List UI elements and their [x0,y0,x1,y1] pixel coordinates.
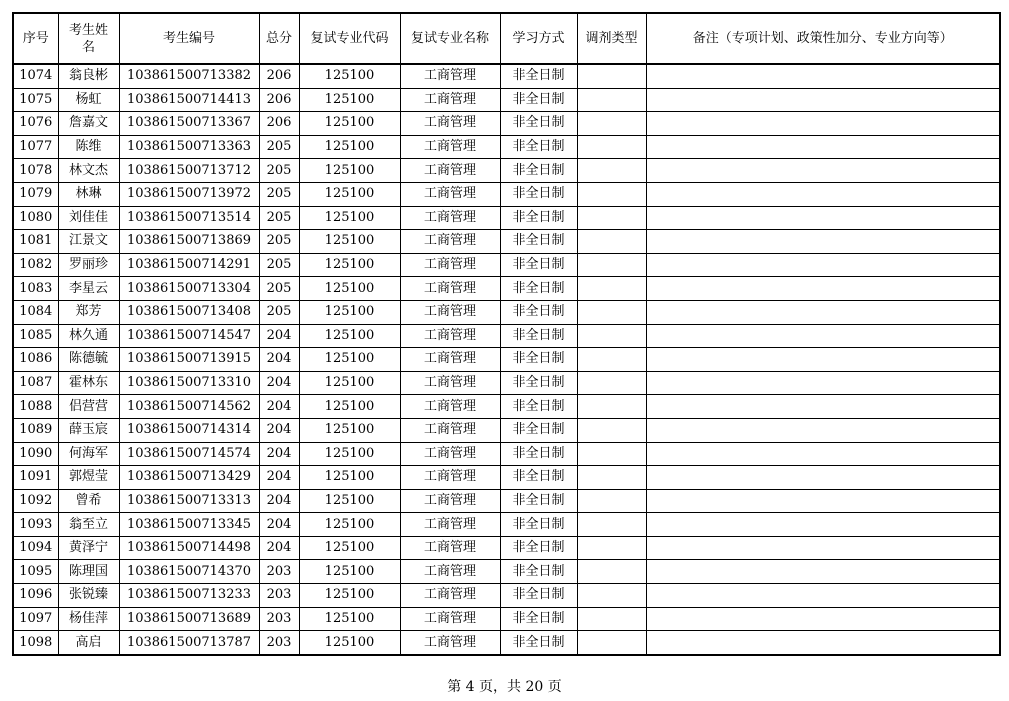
header-id: 考生编号 [119,13,259,64]
cell-major: 工商管理 [400,584,500,608]
cell-total: 204 [259,418,299,442]
cell-seq: 1097 [13,607,58,631]
cell-name: 薛玉宸 [58,418,119,442]
cell-adjust [577,159,646,183]
cell-name: 林琳 [58,182,119,206]
cell-remark [646,253,1000,277]
cell-mode: 非全日制 [500,112,577,136]
cell-total: 205 [259,277,299,301]
cell-adjust [577,371,646,395]
table-row [13,159,1000,183]
cell-name: 张锐臻 [58,584,119,608]
cell-adjust [577,277,646,301]
cell-mode: 非全日制 [500,466,577,490]
header-name: 考生姓名 [58,13,119,64]
cell-major: 工商管理 [400,64,500,88]
cell-remark [646,324,1000,348]
cell-seq: 1087 [13,371,58,395]
table-row [13,182,1000,206]
cell-mode: 非全日制 [500,607,577,631]
cell-id: 103861500713313 [119,489,259,513]
cell-adjust [577,230,646,254]
cell-adjust [577,253,646,277]
cell-code: 125100 [299,395,400,419]
cell-seq: 1094 [13,536,58,560]
table-row [13,253,1000,277]
cell-major: 工商管理 [400,536,500,560]
cell-total: 205 [259,135,299,159]
cell-mode: 非全日制 [500,135,577,159]
cell-total: 204 [259,395,299,419]
cell-name: 陈德毓 [58,348,119,372]
cell-name: 高启 [58,631,119,655]
cell-total: 205 [259,182,299,206]
cell-adjust [577,560,646,584]
cell-major: 工商管理 [400,135,500,159]
cell-id: 103861500713304 [119,277,259,301]
cell-code: 125100 [299,182,400,206]
cell-total: 204 [259,536,299,560]
cell-total: 205 [259,253,299,277]
cell-major: 工商管理 [400,560,500,584]
cell-name: 曾希 [58,489,119,513]
cell-code: 125100 [299,584,400,608]
cell-id: 103861500713429 [119,466,259,490]
header-mode: 学习方式 [500,13,577,64]
cell-remark [646,182,1000,206]
header-code: 复试专业代码 [299,13,400,64]
cell-name: 詹嘉文 [58,112,119,136]
cell-remark [646,560,1000,584]
cell-major: 工商管理 [400,371,500,395]
cell-name: 翁良彬 [58,64,119,88]
table-row [13,348,1000,372]
cell-remark [646,88,1000,112]
table-row [13,112,1000,136]
cell-mode: 非全日制 [500,300,577,324]
cell-code: 125100 [299,206,400,230]
cell-adjust [577,466,646,490]
cell-id: 103861500713689 [119,607,259,631]
cell-seq: 1089 [13,418,58,442]
cell-seq: 1091 [13,466,58,490]
cell-seq: 1096 [13,584,58,608]
cell-total: 205 [259,230,299,254]
cell-major: 工商管理 [400,631,500,655]
cell-adjust [577,418,646,442]
table-row [13,607,1000,631]
table-row [13,584,1000,608]
cell-seq: 1074 [13,64,58,88]
table-row [13,64,1000,88]
cell-major: 工商管理 [400,466,500,490]
cell-seq: 1098 [13,631,58,655]
cell-id: 103861500714562 [119,395,259,419]
table-row [13,513,1000,537]
cell-major: 工商管理 [400,112,500,136]
cell-major: 工商管理 [400,277,500,301]
cell-id: 103861500713367 [119,112,259,136]
cell-remark [646,442,1000,466]
cell-id: 103861500713345 [119,513,259,537]
cell-total: 204 [259,442,299,466]
cell-id: 103861500713514 [119,206,259,230]
table-row [13,300,1000,324]
table-row [13,277,1000,301]
cell-remark [646,466,1000,490]
cell-code: 125100 [299,489,400,513]
cell-name: 黄泽宁 [58,536,119,560]
cell-major: 工商管理 [400,253,500,277]
cell-remark [646,159,1000,183]
cell-mode: 非全日制 [500,253,577,277]
page-footer: 第 4 页，共 20 页 [447,679,562,695]
cell-adjust [577,395,646,419]
cell-name: 林久通 [58,324,119,348]
cell-name: 郑芳 [58,300,119,324]
table-row [13,395,1000,419]
cell-adjust [577,536,646,560]
cell-major: 工商管理 [400,159,500,183]
table-row [13,324,1000,348]
cell-mode: 非全日制 [500,489,577,513]
cell-name: 杨佳萍 [58,607,119,631]
cell-code: 125100 [299,253,400,277]
cell-mode: 非全日制 [500,584,577,608]
cell-major: 工商管理 [400,348,500,372]
cell-total: 206 [259,112,299,136]
cell-code: 125100 [299,300,400,324]
cell-remark [646,135,1000,159]
cell-adjust [577,584,646,608]
cell-mode: 非全日制 [500,513,577,537]
cell-code: 125100 [299,418,400,442]
table-row [13,489,1000,513]
cell-total: 205 [259,206,299,230]
cell-code: 125100 [299,277,400,301]
cell-seq: 1085 [13,324,58,348]
admission-roster-table [12,12,1001,656]
cell-mode: 非全日制 [500,371,577,395]
cell-total: 206 [259,88,299,112]
cell-seq: 1081 [13,230,58,254]
cell-code: 125100 [299,513,400,537]
cell-id: 103861500713363 [119,135,259,159]
cell-remark [646,206,1000,230]
cell-remark [646,536,1000,560]
cell-name: 霍林东 [58,371,119,395]
cell-seq: 1080 [13,206,58,230]
cell-adjust [577,182,646,206]
cell-adjust [577,88,646,112]
cell-total: 205 [259,300,299,324]
cell-seq: 1078 [13,159,58,183]
cell-total: 204 [259,466,299,490]
cell-code: 125100 [299,88,400,112]
cell-total: 203 [259,607,299,631]
cell-code: 125100 [299,536,400,560]
table-row [13,88,1000,112]
cell-adjust [577,64,646,88]
cell-code: 125100 [299,631,400,655]
header-total: 总分 [259,13,299,64]
table-row [13,230,1000,254]
cell-name: 江景文 [58,230,119,254]
cell-adjust [577,607,646,631]
cell-code: 125100 [299,348,400,372]
cell-major: 工商管理 [400,395,500,419]
cell-code: 125100 [299,112,400,136]
cell-major: 工商管理 [400,418,500,442]
cell-code: 125100 [299,159,400,183]
cell-total: 205 [259,159,299,183]
cell-id: 103861500714547 [119,324,259,348]
cell-code: 125100 [299,607,400,631]
table-row [13,560,1000,584]
cell-mode: 非全日制 [500,324,577,348]
cell-code: 125100 [299,442,400,466]
cell-seq: 1076 [13,112,58,136]
cell-mode: 非全日制 [500,536,577,560]
cell-major: 工商管理 [400,206,500,230]
cell-name: 侣营营 [58,395,119,419]
cell-seq: 1083 [13,277,58,301]
cell-seq: 1090 [13,442,58,466]
cell-code: 125100 [299,324,400,348]
cell-seq: 1077 [13,135,58,159]
table-row [13,418,1000,442]
cell-name: 杨虹 [58,88,119,112]
cell-code: 125100 [299,135,400,159]
cell-id: 103861500714574 [119,442,259,466]
cell-mode: 非全日制 [500,631,577,655]
cell-remark [646,418,1000,442]
cell-major: 工商管理 [400,230,500,254]
cell-mode: 非全日制 [500,182,577,206]
cell-major: 工商管理 [400,442,500,466]
cell-total: 204 [259,371,299,395]
cell-adjust [577,135,646,159]
cell-code: 125100 [299,64,400,88]
cell-id: 103861500713787 [119,631,259,655]
cell-remark [646,371,1000,395]
table-row [13,631,1000,655]
cell-seq: 1079 [13,182,58,206]
cell-remark [646,64,1000,88]
header-major: 复试专业名称 [400,13,500,64]
cell-total: 203 [259,631,299,655]
cell-code: 125100 [299,371,400,395]
cell-id: 103861500713408 [119,300,259,324]
table-row [13,206,1000,230]
cell-total: 204 [259,348,299,372]
cell-major: 工商管理 [400,88,500,112]
cell-adjust [577,631,646,655]
cell-total: 204 [259,489,299,513]
cell-remark [646,489,1000,513]
cell-id: 103861500714291 [119,253,259,277]
cell-mode: 非全日制 [500,159,577,183]
cell-total: 204 [259,324,299,348]
cell-remark [646,607,1000,631]
cell-adjust [577,324,646,348]
cell-adjust [577,112,646,136]
cell-remark [646,230,1000,254]
cell-name: 翁至立 [58,513,119,537]
cell-mode: 非全日制 [500,88,577,112]
cell-mode: 非全日制 [500,560,577,584]
cell-id: 103861500713972 [119,182,259,206]
cell-remark [646,300,1000,324]
cell-mode: 非全日制 [500,64,577,88]
cell-mode: 非全日制 [500,230,577,254]
cell-remark [646,395,1000,419]
table-header-row [13,13,1000,64]
cell-major: 工商管理 [400,182,500,206]
cell-adjust [577,489,646,513]
cell-mode: 非全日制 [500,277,577,301]
cell-name: 刘佳佳 [58,206,119,230]
cell-seq: 1084 [13,300,58,324]
cell-remark [646,513,1000,537]
cell-id: 103861500713915 [119,348,259,372]
cell-code: 125100 [299,230,400,254]
cell-name: 林文杰 [58,159,119,183]
cell-major: 工商管理 [400,489,500,513]
cell-major: 工商管理 [400,324,500,348]
cell-mode: 非全日制 [500,395,577,419]
cell-id: 103861500714314 [119,418,259,442]
cell-remark [646,348,1000,372]
table-row [13,135,1000,159]
cell-seq: 1095 [13,560,58,584]
cell-id: 103861500713869 [119,230,259,254]
cell-remark [646,584,1000,608]
cell-name: 李星云 [58,277,119,301]
cell-remark [646,277,1000,301]
cell-id: 103861500713233 [119,584,259,608]
cell-mode: 非全日制 [500,348,577,372]
table-row [13,536,1000,560]
cell-id: 103861500714370 [119,560,259,584]
cell-remark [646,631,1000,655]
cell-remark [646,112,1000,136]
cell-code: 125100 [299,560,400,584]
cell-seq: 1075 [13,88,58,112]
cell-mode: 非全日制 [500,442,577,466]
cell-id: 103861500714413 [119,88,259,112]
cell-total: 203 [259,584,299,608]
cell-name: 何海军 [58,442,119,466]
cell-adjust [577,206,646,230]
header-adjust: 调剂类型 [577,13,646,64]
cell-name: 陈维 [58,135,119,159]
cell-name: 陈理国 [58,560,119,584]
table-row [13,466,1000,490]
cell-seq: 1092 [13,489,58,513]
cell-id: 103861500713310 [119,371,259,395]
cell-code: 125100 [299,466,400,490]
cell-seq: 1088 [13,395,58,419]
cell-mode: 非全日制 [500,206,577,230]
cell-name: 郭煜莹 [58,466,119,490]
cell-total: 206 [259,64,299,88]
cell-total: 203 [259,560,299,584]
cell-name: 罗丽珍 [58,253,119,277]
cell-seq: 1086 [13,348,58,372]
cell-mode: 非全日制 [500,418,577,442]
cell-seq: 1082 [13,253,58,277]
cell-adjust [577,442,646,466]
cell-major: 工商管理 [400,513,500,537]
table-row [13,442,1000,466]
cell-adjust [577,300,646,324]
cell-id: 103861500714498 [119,536,259,560]
table-body [13,64,1000,655]
cell-id: 103861500713712 [119,159,259,183]
cell-adjust [577,348,646,372]
cell-seq: 1093 [13,513,58,537]
header-remark: 备注（专项计划、政策性加分、专业方向等） [646,13,1000,64]
table-row [13,371,1000,395]
cell-id: 103861500713382 [119,64,259,88]
cell-adjust [577,513,646,537]
header-seq: 序号 [13,13,58,64]
cell-total: 204 [259,513,299,537]
cell-major: 工商管理 [400,607,500,631]
cell-major: 工商管理 [400,300,500,324]
